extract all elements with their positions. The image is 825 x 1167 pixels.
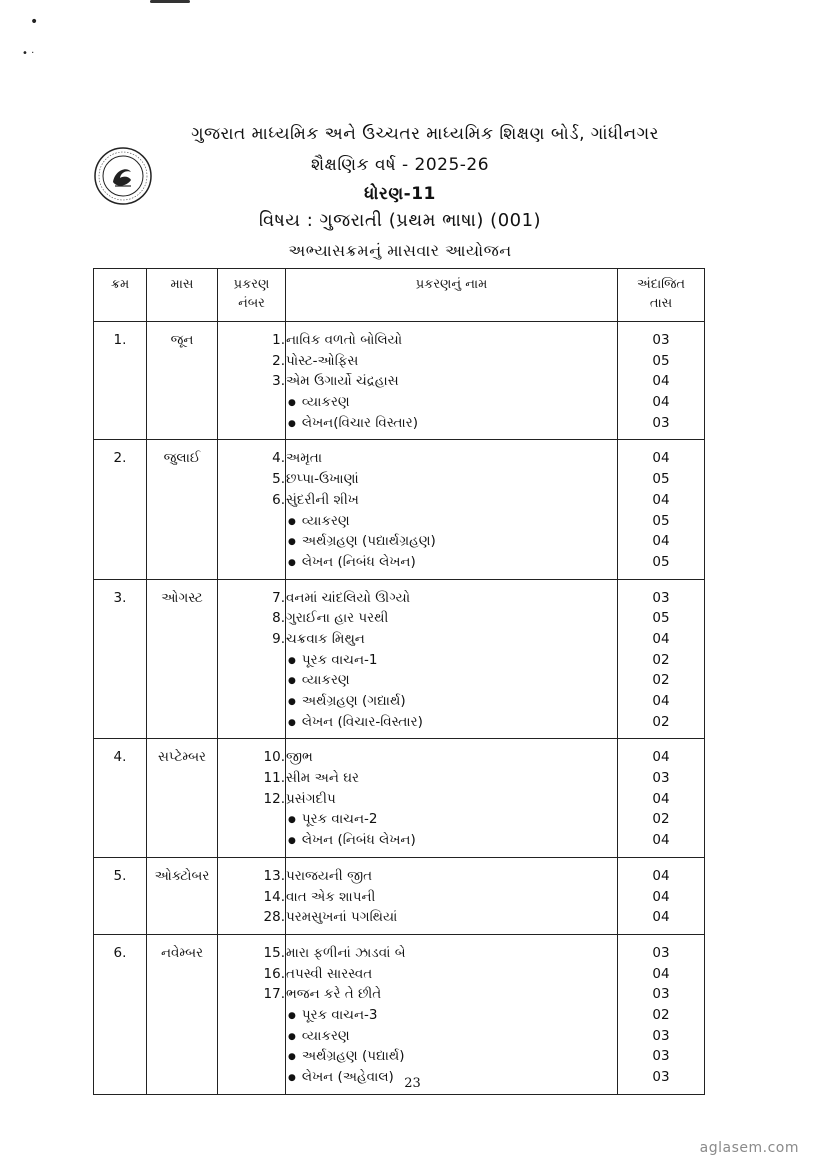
chapter-name: પરાજયની જીત xyxy=(286,867,373,884)
estimated-hours: 03 xyxy=(652,332,670,348)
row-number-cell xyxy=(94,579,147,739)
activity-item: ● વ્યાકરણ xyxy=(286,392,617,413)
chapter-name: ભજન કરે તે છીતે xyxy=(286,986,382,1003)
board-name: ગુજરાત માધ્યમિક અને ઉચ્ચતર માધ્યમિક શિક્ષણ બોર્ડ, ગાંધીનગર xyxy=(191,124,659,144)
chapter-number xyxy=(218,1026,285,1047)
estimated-hours: 04 xyxy=(652,533,670,550)
chapter-name: છપ્પા-ઉખાણાં xyxy=(286,471,359,488)
scan-artifact xyxy=(150,0,190,3)
column-header-month: માસ xyxy=(147,269,218,322)
row-number-cell xyxy=(94,934,147,1094)
activity-item: ● અર્થગ્રહણ (પદ્યાર્થગ્રહણ) xyxy=(286,531,617,552)
estimated-hours: 04 xyxy=(652,491,670,508)
chapter-name: પરમસુખનાં પગથિયાં xyxy=(286,909,398,926)
chapter-name: સુંદરીની શીખ xyxy=(286,491,359,508)
table-row xyxy=(94,440,705,579)
chapter-number: 14. xyxy=(263,888,285,905)
chapter-number-cell xyxy=(218,322,286,440)
chapter-number-cell xyxy=(218,440,286,579)
row-number: 2. xyxy=(113,450,127,467)
estimated-hours: 03 xyxy=(652,1069,670,1085)
table-row xyxy=(94,579,705,739)
hours-cell xyxy=(618,579,705,739)
chapter-number xyxy=(218,413,285,434)
chapter-name-cell xyxy=(286,440,618,579)
subject-label: વિષય : ગુજરાતી (પ્રથમ ભાષા) (001) xyxy=(258,210,542,231)
estimated-hours: 04 xyxy=(652,630,670,647)
chapter-number-cell xyxy=(218,857,286,934)
estimated-hours: 02 xyxy=(652,672,670,689)
chapter-number: 16. xyxy=(263,965,285,982)
chapter-number xyxy=(218,511,285,532)
chapter-number xyxy=(218,650,285,671)
month-cell xyxy=(147,857,218,934)
chapter-number: 10. xyxy=(263,749,285,766)
estimated-hours: 04 xyxy=(652,909,670,926)
chapter-name-cell xyxy=(286,322,618,440)
estimated-hours: 03 xyxy=(652,944,670,961)
estimated-hours: 04 xyxy=(652,965,670,982)
watermark: aglasem.com xyxy=(699,1140,799,1156)
chapter-name: જીભ xyxy=(286,749,313,766)
scan-artifact-mark: • · xyxy=(22,48,35,59)
chapter-number xyxy=(218,712,285,733)
chapter-name: ચક્રવાક મિથુન xyxy=(286,630,365,647)
hours-cell xyxy=(618,739,705,857)
activity-item: ● લેખન (નિબંધ લેખન) xyxy=(286,830,617,851)
estimated-hours: 05 xyxy=(652,512,670,529)
hours-cell xyxy=(618,322,705,440)
column-header-hours: અંદાજિત તાસ xyxy=(618,269,705,322)
chapter-name: પ્રસંગદીપ xyxy=(286,790,336,807)
row-number-cell xyxy=(94,739,147,857)
chapter-number xyxy=(218,809,285,830)
chapter-name: તપસ્વી સારસ્વત xyxy=(286,965,373,982)
chapter-number: 3. xyxy=(272,373,285,390)
column-header-chapter-name: પ્રકરણનું નામ xyxy=(286,269,618,322)
estimated-hours: 05 xyxy=(652,352,670,369)
activity-item: ● લેખન (વિચાર-વિસ્તાર) xyxy=(286,712,617,733)
chapter-number xyxy=(218,830,285,851)
estimated-hours: 03 xyxy=(652,1048,670,1065)
month-cell xyxy=(147,934,218,1094)
estimated-hours: 04 xyxy=(652,749,670,766)
chapter-name: પોસ્ટ-ઓફિસ xyxy=(286,352,359,369)
month-name: જૂન xyxy=(170,332,194,348)
month-cell xyxy=(147,322,218,440)
table-row xyxy=(94,739,705,857)
table-row xyxy=(94,934,705,1094)
estimated-hours: 04 xyxy=(652,450,670,467)
chapter-number xyxy=(218,1046,285,1067)
estimated-hours: 04 xyxy=(652,832,670,849)
chapter-number: 2. xyxy=(272,352,285,369)
estimated-hours: 05 xyxy=(652,471,670,488)
activity-item: ● પૂરક વાચન-2 xyxy=(286,809,617,830)
chapter-number: 17. xyxy=(263,986,285,1003)
estimated-hours: 04 xyxy=(652,394,670,411)
estimated-hours: 03 xyxy=(652,414,670,431)
chapter-number: 12. xyxy=(263,790,285,807)
syllabus-table xyxy=(93,268,705,1095)
chapter-number: 28. xyxy=(263,909,285,926)
activity-item: ● પૂરક વાચન-1 xyxy=(286,650,617,671)
estimated-hours: 03 xyxy=(652,1027,670,1044)
scan-artifact-mark: • xyxy=(30,14,39,30)
chapter-number: 4. xyxy=(272,450,285,467)
chapter-number xyxy=(218,552,285,573)
chapter-name: નાવિક વળતો બોલિયો xyxy=(286,332,403,348)
row-number: 1. xyxy=(113,332,127,348)
hours-cell xyxy=(618,440,705,579)
column-header-no: ક્રમ xyxy=(94,269,147,322)
chapter-number xyxy=(218,531,285,552)
estimated-hours: 02 xyxy=(652,811,670,828)
month-name: ઓક્ટોબર xyxy=(154,867,210,884)
estimated-hours: 05 xyxy=(652,610,670,627)
activity-item: ● લેખન (નિબંધ લેખન) xyxy=(286,552,617,573)
chapter-number: 1. xyxy=(272,332,285,348)
estimated-hours: 02 xyxy=(652,651,670,668)
activity-item: ● અર્થગ્રહણ (પદ્યાર્થ) xyxy=(286,1046,617,1067)
row-number-cell xyxy=(94,857,147,934)
month-cell xyxy=(147,579,218,739)
chapter-number: 15. xyxy=(263,944,285,961)
estimated-hours: 03 xyxy=(652,770,670,787)
chapter-name: વાત એક શાપની xyxy=(286,888,376,905)
month-name: સપ્ટેમ્બર xyxy=(157,749,207,766)
column-header-chapter-no: પ્રકરણ નંબર xyxy=(218,269,286,322)
chapter-number-cell xyxy=(218,579,286,739)
estimated-hours: 04 xyxy=(652,693,670,709)
estimated-hours: 03 xyxy=(652,589,670,606)
estimated-hours: 02 xyxy=(652,713,670,730)
chapter-number: 9. xyxy=(272,630,285,647)
row-number-cell xyxy=(94,322,147,440)
activity-item: ● વ્યાકરણ xyxy=(286,511,617,532)
academic-year: શૈક્ષણિક વર્ષ - 2025-26 xyxy=(310,155,490,175)
chapter-number xyxy=(218,1005,285,1026)
chapter-name-cell xyxy=(286,739,618,857)
activity-item: ● વ્યાકરણ xyxy=(286,670,617,691)
month-name: જુલાઈ xyxy=(163,450,201,467)
row-number: 5. xyxy=(113,867,127,884)
chapter-name: અમૃતા xyxy=(286,450,323,467)
chapter-name-cell xyxy=(286,579,618,739)
chapter-name: ગુરાઈના હાર પરથી xyxy=(286,610,389,627)
chapter-number xyxy=(218,691,285,712)
row-number: 3. xyxy=(113,589,127,606)
chapter-name: એમ ઉગાર્યો ચંદ્રહાસ xyxy=(286,373,399,390)
estimated-hours: 02 xyxy=(652,1006,670,1023)
table-row xyxy=(94,857,705,934)
chapter-number-cell xyxy=(218,934,286,1094)
hours-cell xyxy=(618,934,705,1094)
chapter-name: સીમ અને ઘર xyxy=(286,770,360,787)
month-name: ઓગસ્ટ xyxy=(161,589,203,606)
row-number-cell xyxy=(94,440,147,579)
activity-item: ● અર્થગ્રહણ (ગદ્યાર્થ) xyxy=(286,691,617,712)
chapter-number: 8. xyxy=(272,610,285,627)
estimated-hours: 04 xyxy=(652,888,670,905)
estimated-hours: 05 xyxy=(652,553,670,570)
chapter-number xyxy=(218,670,285,691)
chapter-number: 5. xyxy=(272,471,285,488)
row-number: 6. xyxy=(113,944,127,961)
estimated-hours: 04 xyxy=(652,790,670,807)
row-number: 4. xyxy=(113,749,127,766)
chapter-number: 7. xyxy=(272,589,285,606)
chapter-number: 6. xyxy=(272,491,285,508)
chapter-name: વનમાં ચાંદલિયો ઊગ્યો xyxy=(286,589,411,606)
activity-item: ● વ્યાકરણ xyxy=(286,1026,617,1047)
chapter-name: મારા ફળીનાં ઝાડવાં બે xyxy=(286,944,406,961)
activity-item: ● લેખન(વિચાર વિસ્તાર) xyxy=(286,413,617,434)
hours-cell xyxy=(618,857,705,934)
table-row xyxy=(94,322,705,440)
plan-title: અભ્યાસક્રમનું માસવાર આયોજન xyxy=(288,241,512,260)
chapter-name-cell xyxy=(286,857,618,934)
estimated-hours: 04 xyxy=(652,867,670,884)
chapter-number xyxy=(218,392,285,413)
chapter-number-cell xyxy=(218,739,286,857)
estimated-hours: 04 xyxy=(652,373,670,390)
month-name: નવેમ્બર xyxy=(160,944,204,961)
activity-item: ● પૂરક વાચન-3 xyxy=(286,1005,617,1026)
chapter-number: 13. xyxy=(263,867,285,884)
month-cell xyxy=(147,440,218,579)
activity-item: ● લેખન (અહેવાલ) xyxy=(286,1067,617,1088)
table-header-row xyxy=(94,269,705,322)
page-number: 23 xyxy=(404,1076,421,1091)
chapter-number: 11. xyxy=(263,770,285,787)
standard-label: ધોરણ-11 xyxy=(364,184,436,204)
month-cell xyxy=(147,739,218,857)
estimated-hours: 03 xyxy=(652,986,670,1003)
chapter-name-cell xyxy=(286,934,618,1094)
